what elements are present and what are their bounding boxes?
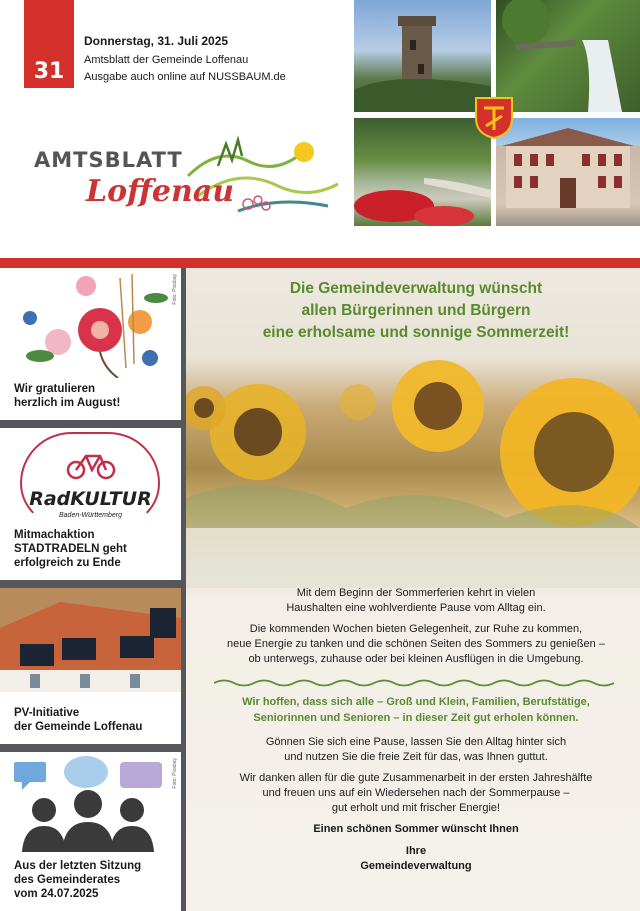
teaser-title: Aus der letzten Sitzung des Gemeinderates vom 24.07.2025 — [14, 860, 142, 900]
town-hall-image — [496, 118, 640, 226]
sunflower-image — [186, 348, 640, 588]
highlight-wish: Wir hoffen, dass sich alle – Groß und Klein, Familien, Berufstätige, Seniorinnen und Senioren – in dieser Zeit gut erholen können. — [242, 696, 590, 724]
paragraph-weeks: Die kommenden Wochen bieten Gelegenheit, zur Ruhe zu kommen, neue Energie zu tanken und die schönen Seiten des Sommers zu genießen – ob unterwegs, zuhause oder bei kleinen Ausflügen in die Umgebung. — [227, 623, 605, 665]
closing-line: Einen schönen Sommer wünscht Ihnen — [313, 823, 519, 835]
logo-word-loffenau: Loffenau — [86, 174, 235, 209]
sidebar — [0, 268, 186, 911]
meeting-people-icon — [0, 752, 181, 856]
bicycle-icon — [66, 450, 116, 480]
paragraph-thanks: Wir danken allen für die gute Zusammenarbeit in der ersten Jahreshälfte und freuen uns auf ein Wiedersehen nach der Sommerpause – gut erholt und mit frischer Energie! — [239, 772, 593, 814]
paragraph-intro: Mit dem Beginn der Sommerferien kehrt in vielen Haushalten eine wohlverdiente Pause vom Alltag ein. — [286, 587, 546, 614]
issue-number: 31 — [33, 59, 65, 84]
photo-waterfall — [496, 0, 640, 112]
signature: Ihre Gemeindeverwaltung — [360, 845, 472, 872]
tower-image — [354, 0, 491, 112]
teaser-title: Mitmachaktion STADTRADELN geht erfolgreich zu Ende — [14, 529, 127, 569]
issue-number-badge — [24, 0, 74, 88]
sidebar-teaser-council-meeting[interactable] — [0, 752, 181, 911]
park-image — [354, 118, 491, 226]
sidebar-teaser-birthdays[interactable] — [0, 268, 181, 420]
sidebar-teaser-pv-initiative[interactable] — [0, 588, 181, 744]
waterfall-image — [496, 0, 640, 112]
logo-word-amtsblatt: AMTSBLATT — [34, 148, 183, 172]
article-headline: Die Gemeindeverwaltung wünscht allen Bürgerinnen und Bürgern eine erholsame und sonnige Sommerzeit! — [262, 280, 570, 341]
solar-roof-image — [0, 588, 181, 692]
flower-bouquet-icon — [0, 268, 181, 378]
sidebar-teaser-stadtradeln[interactable] — [0, 428, 181, 580]
amtsblatt-logo — [30, 126, 346, 226]
wave-divider — [214, 678, 614, 688]
radkultur-logo-title: RadKULTUR — [29, 488, 152, 510]
main-article — [186, 268, 640, 911]
photo-credit: Foto: Pixabay — [172, 274, 178, 305]
publication-name: Amtsblatt der Gemeinde Loffenau — [84, 54, 249, 66]
radkultur-logo-subtitle: Baden-Württemberg — [58, 512, 123, 519]
photo-town-hall — [496, 118, 640, 226]
online-notice: Ausgabe auch online auf NUSSBAUM.de — [84, 71, 286, 83]
photo-lookout-tower — [354, 0, 491, 112]
paragraph-pause: Gönnen Sie sich eine Pause, lassen Sie den Alltag hinter sich und nutzen Sie die freie Zeit für das, was Ihnen guttut. — [265, 736, 567, 763]
teaser-title: PV-Initiative der Gemeinde Loffenau — [14, 707, 143, 733]
coat-of-arms-icon — [474, 96, 514, 140]
teaser-title: Wir gratulieren herzlich im August! — [14, 383, 121, 409]
photo-credit: Foto: Pixabay — [172, 758, 178, 789]
header-info — [84, 34, 354, 88]
header-divider — [0, 258, 640, 268]
photo-park — [354, 118, 491, 226]
issue-date: Donnerstag, 31. Juli 2025 — [84, 34, 229, 48]
